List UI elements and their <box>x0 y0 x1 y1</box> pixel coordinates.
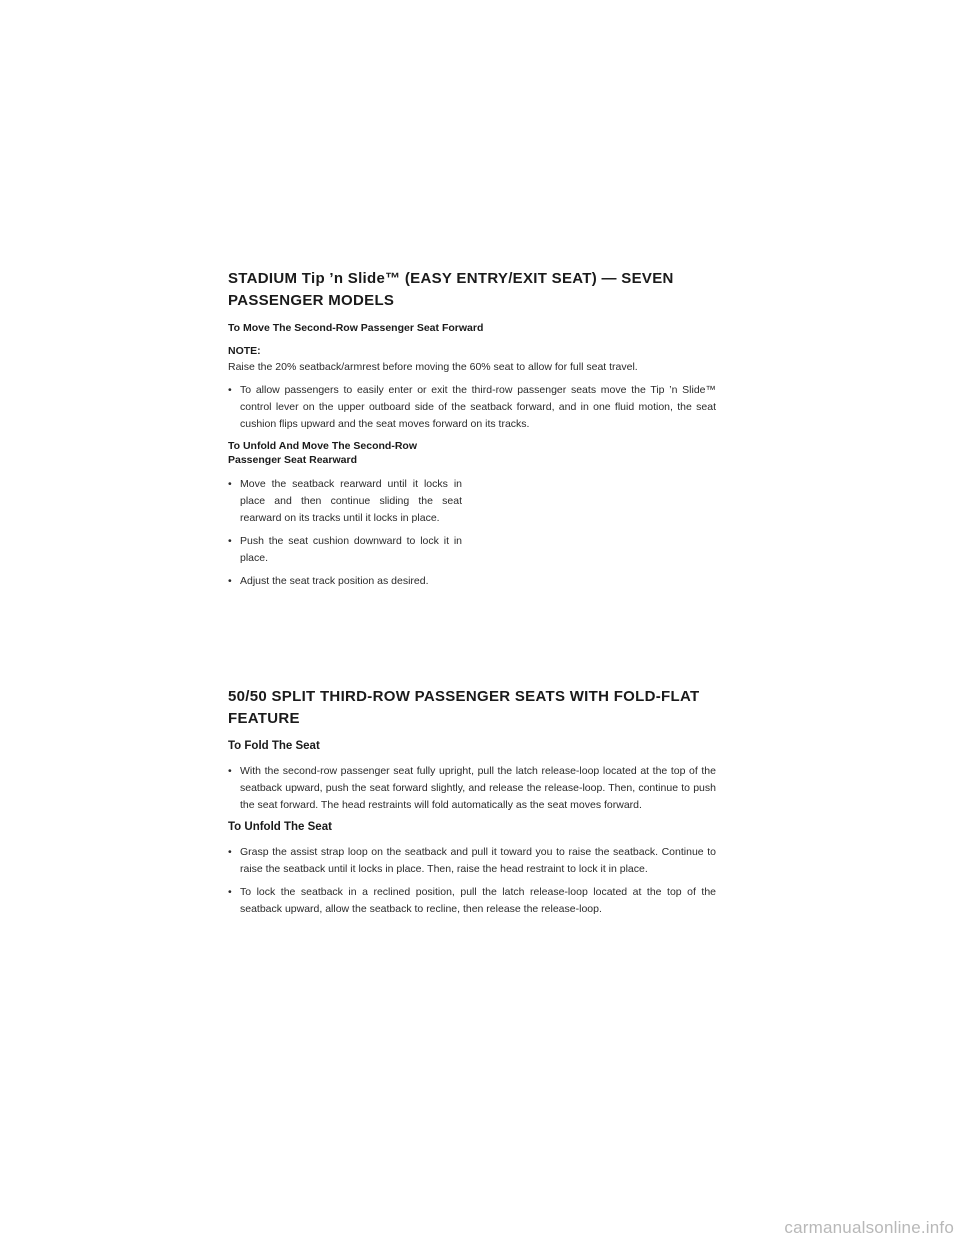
list-item: • To lock the seatback in a reclined position, pull the latch release-loop located at the top of the seatback upward, allow the seatback to recline, then release the release-loop. <box>228 886 716 915</box>
bullet-list <box>228 844 716 918</box>
note-text: Raise the 20% seatback/armrest before moving the 60% seat to allow for full seat travel. <box>228 361 638 373</box>
bullet-icon: • <box>228 478 232 490</box>
bullet-icon: • <box>228 886 232 898</box>
bullet-list <box>228 382 716 433</box>
subheading-unfold-seat: To Unfold The Seat <box>228 821 332 833</box>
list-item: • Grasp the assist strap loop on the seatback and pull it toward you to raise the seatback. Continue to raise the seatback until it locks in place. Then, raise the head restraint to lock it in place. <box>228 846 716 875</box>
section-stadium-tip-n-slide <box>228 268 716 596</box>
list-item: • Move the seatback rearward until it locks in place and then continue sliding the seat rearward on its tracks until it locks in place. <box>228 478 462 524</box>
list-item: • With the second-row passenger seat fully upright, pull the latch release-loop located at the top of the seatback upward, push the seat forward slightly, and release the release-loop. Then, continue to push the seat forward. The head restraints will fold automatically as the seat moves forward. <box>228 765 716 811</box>
bullet-icon: • <box>228 846 232 858</box>
bullet-icon: • <box>228 575 232 587</box>
list-item: • To allow passengers to easily enter or exit the third-row passenger seats move the Tip ’n Slide™ control lever on the upper outboard side of the seatback forward, and in one fluid motion, the seat cushion flips upward and the seat moves forward on its tracks. <box>228 384 716 430</box>
bullet-icon: • <box>228 535 232 547</box>
bullet-list <box>228 763 716 814</box>
bullet-list <box>228 476 462 590</box>
section-heading: 50/50 SPLIT THIRD-ROW PASSENGER SEATS WITH FOLD-FLAT FEATURE <box>228 688 700 727</box>
subheading-fold-seat: To Fold The Seat <box>228 740 320 752</box>
subheading-move-forward: To Move The Second-Row Passenger Seat Forward <box>228 322 484 334</box>
bullet-icon: • <box>228 765 232 777</box>
section-heading: STADIUM Tip ’n Slide™ (EASY ENTRY/EXIT SEAT) — SEVEN PASSENGER MODELS <box>228 270 674 309</box>
section-third-row-seats <box>228 686 716 924</box>
subheading-move-rearward: To Unfold And Move The Second-Row Passenger Seat Rearward <box>228 440 417 466</box>
list-item: • Adjust the seat track position as desired. <box>228 573 462 590</box>
watermark-logo: carmanualsonline.info <box>784 1218 954 1237</box>
note-label: NOTE: <box>228 345 261 357</box>
bullet-icon: • <box>228 384 232 396</box>
list-item: • Push the seat cushion downward to lock it in place. <box>228 535 462 564</box>
